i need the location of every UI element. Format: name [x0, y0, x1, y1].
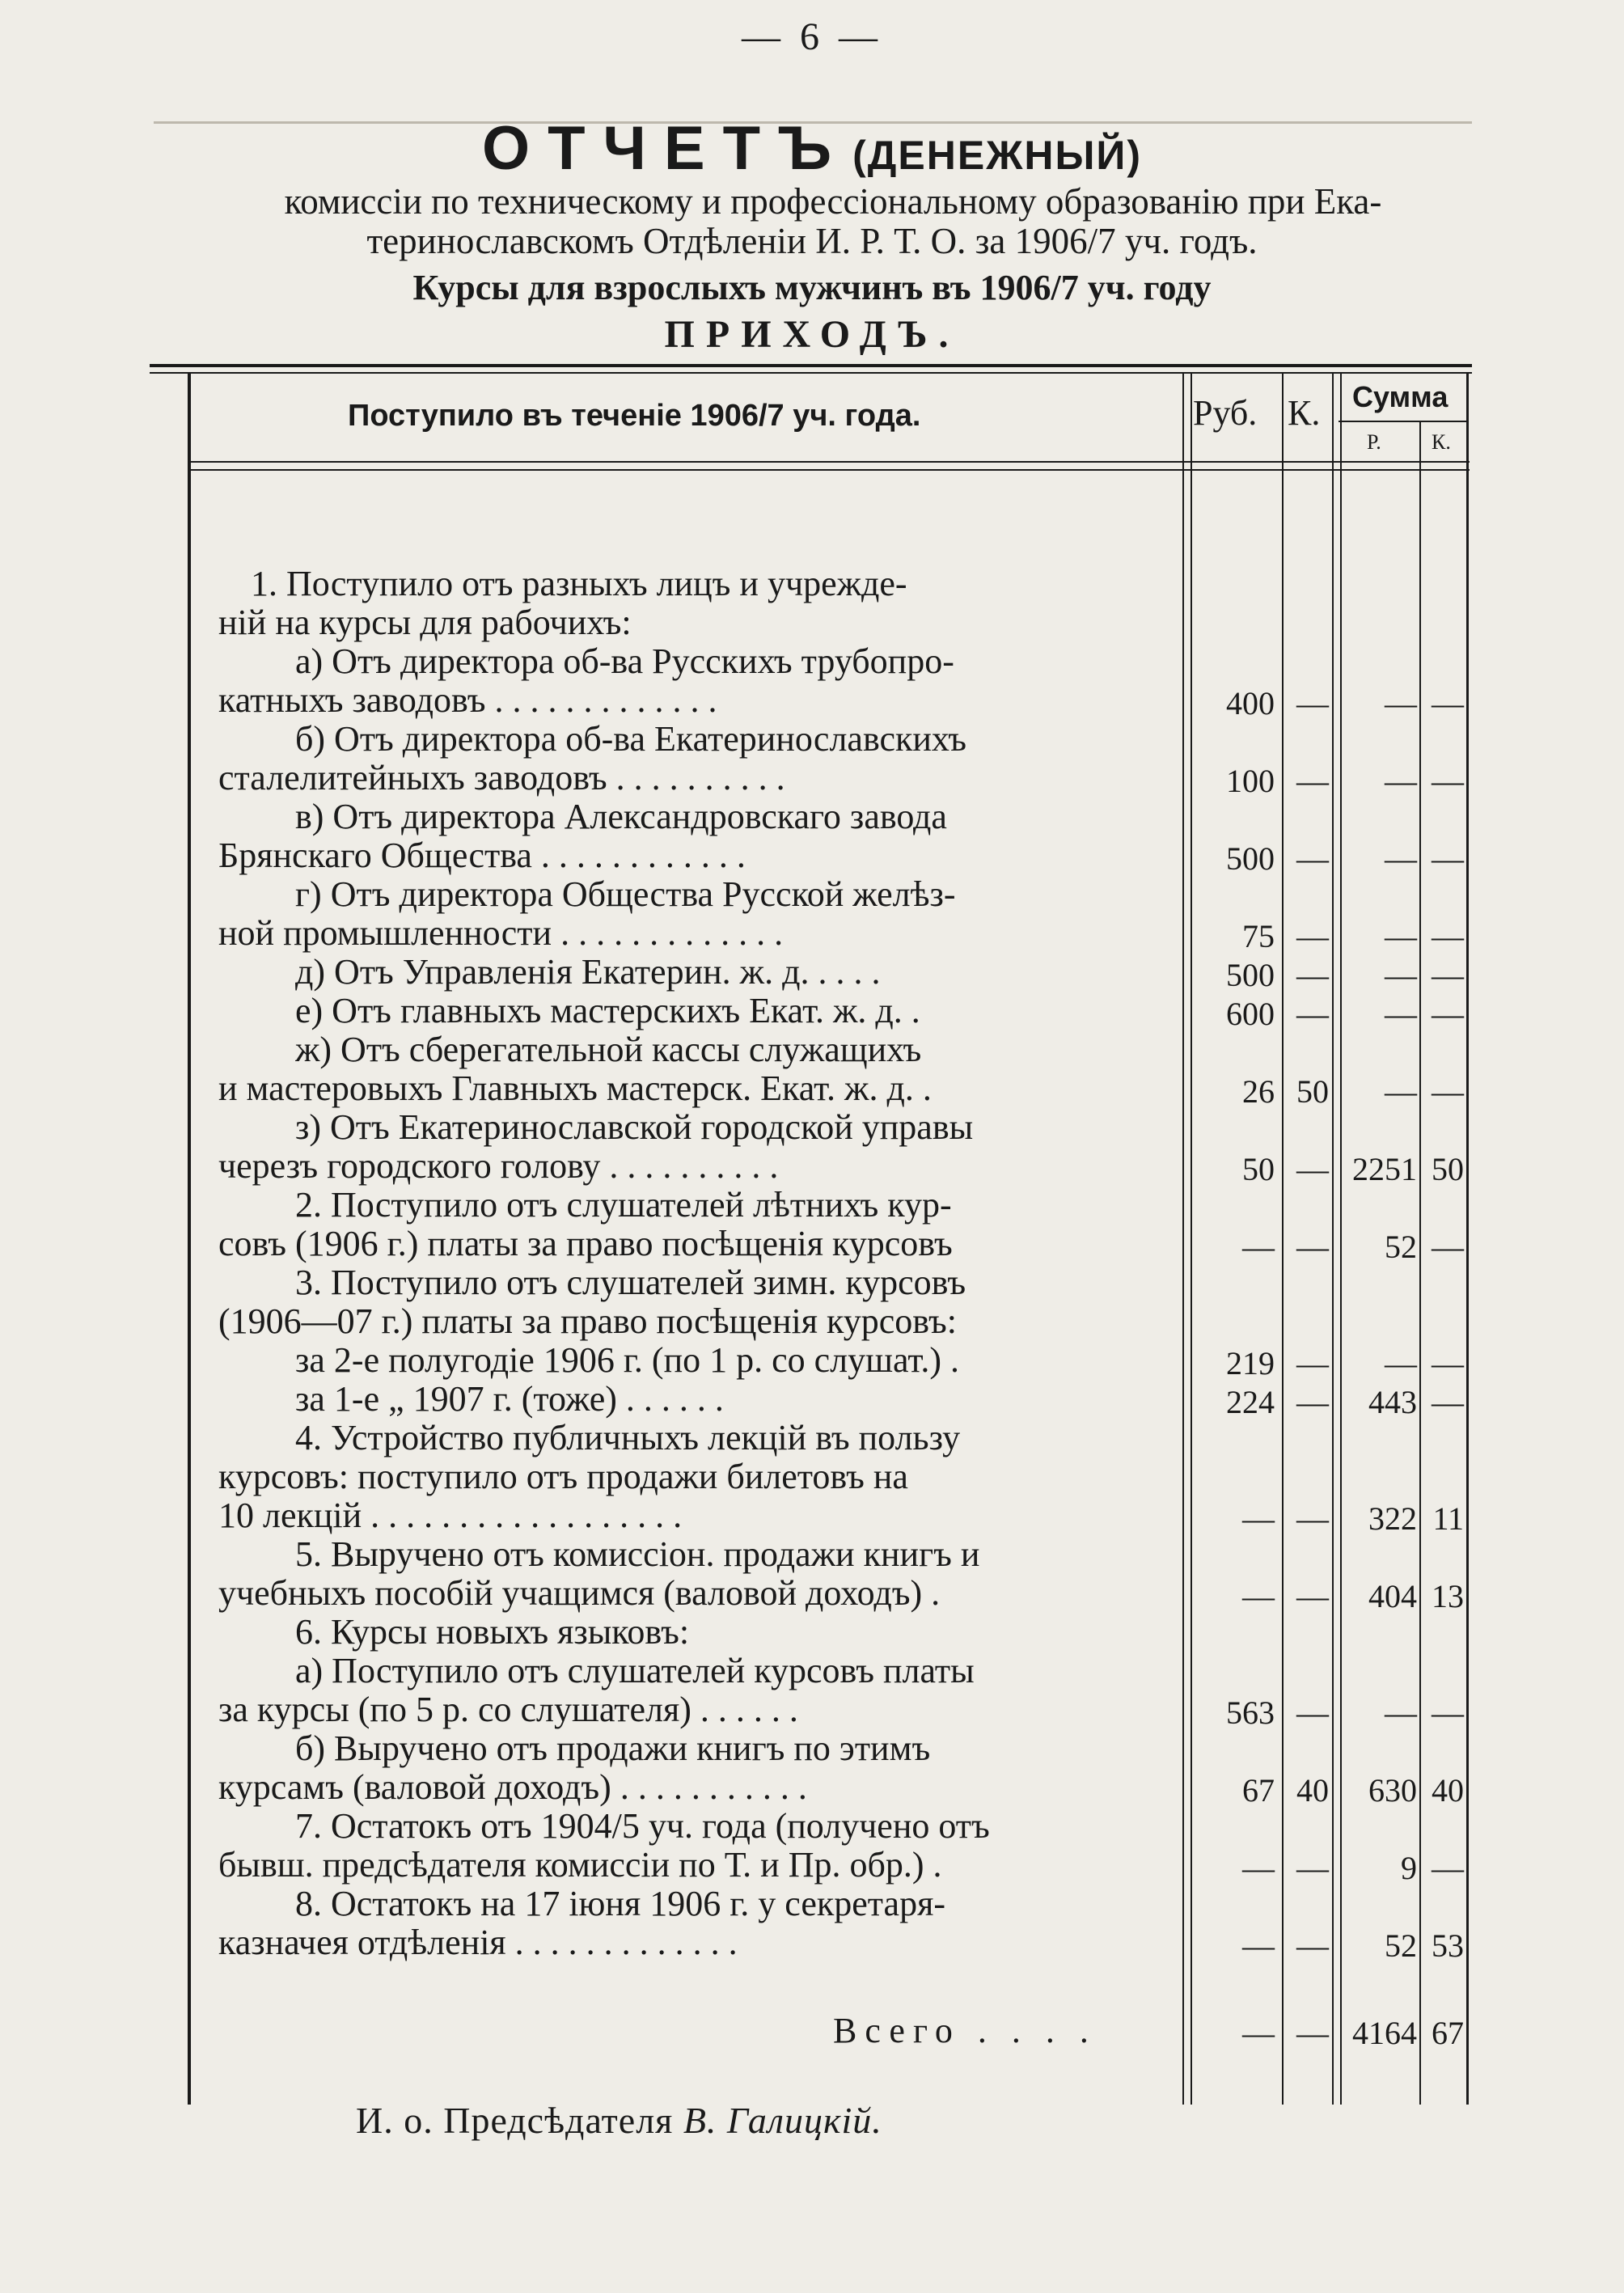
- table-row-text: в) Отъ директора Александровскаго завода: [295, 797, 947, 836]
- table-cell-skop: 53: [1432, 1927, 1464, 1964]
- table-row-text: и мастеровыхъ Главныхъ мастерск. Екат. ж. д. .: [218, 1069, 932, 1108]
- table-cell-kop: —: [1296, 957, 1329, 993]
- table-cell-srub: 404: [1368, 1578, 1417, 1614]
- table-row-text: черезъ городского голову . . . . . . . . . .: [218, 1147, 779, 1186]
- table-cell-skop: —: [1432, 1229, 1464, 1265]
- table-row-text: е) Отъ главныхъ мастерскихъ Екат. ж. д. .: [295, 992, 920, 1030]
- table-cell-rub: 563: [1226, 1694, 1275, 1731]
- column-divider-sum-a: [1332, 374, 1334, 2105]
- table-cell-skop: —: [1432, 996, 1464, 1032]
- table-cell-rub: 67: [1242, 1772, 1275, 1809]
- table-cell-rub: 400: [1226, 685, 1275, 721]
- column-divider-rub-a: [1182, 374, 1184, 2105]
- total-label: Всего . . . .: [833, 2012, 1097, 2050]
- header-sum: Сумма: [1352, 380, 1448, 413]
- table-cell-srub: 9: [1401, 1850, 1417, 1886]
- header-sum-rub: Р.: [1367, 430, 1381, 454]
- table-cell-srub: 322: [1368, 1500, 1417, 1537]
- table-cell-kop: 50: [1296, 1073, 1329, 1110]
- table-cell-rub: 26: [1242, 1073, 1275, 1110]
- table-cell-kop: —: [1296, 1850, 1329, 1886]
- table-cell-srub: —: [1385, 996, 1417, 1032]
- column-divider-sum-b: [1340, 374, 1342, 2105]
- signature: [356, 2099, 882, 2142]
- table-cell-kop: —: [1296, 1927, 1329, 1964]
- table-row-text: б) Отъ директора об-ва Екатеринославскихъ: [295, 720, 966, 759]
- table-row-text: а) Отъ директора об-ва Русскихъ трубопро-: [295, 642, 954, 681]
- table-cell-skop: —: [1432, 1073, 1464, 1110]
- table-cell-rub: —: [1242, 1578, 1275, 1614]
- table-row-text: з) Отъ Екатеринославской городской управы: [295, 1108, 974, 1147]
- header-sum-kop: К.: [1432, 430, 1451, 454]
- table-cell-srub: 443: [1368, 1384, 1417, 1420]
- table-cell-rub: 100: [1226, 763, 1275, 799]
- title-suffix: (ДЕНЕЖНЫЙ): [852, 133, 1143, 178]
- table-cell-kop: —: [1296, 918, 1329, 954]
- table-cell-kop: —: [1296, 1151, 1329, 1187]
- table-cell-kop: 40: [1296, 1772, 1329, 1809]
- table-cell-kop: —: [1296, 1500, 1329, 1537]
- table-row-text: г) Отъ директора Общества Русской желѣз-: [295, 875, 956, 914]
- table-cell-srub: 52: [1385, 1927, 1417, 1964]
- table-cell-skop: —: [1432, 1694, 1464, 1731]
- table-cell-srub: —: [1385, 840, 1417, 877]
- table-cell-skop: —: [1432, 685, 1464, 721]
- table-cell-skop: —: [1432, 763, 1464, 799]
- table-row-text: 6. Курсы новыхъ языковъ:: [295, 1613, 690, 1652]
- table-cell-rub: —: [1242, 1927, 1275, 1964]
- table-row-text: 10 лекцій . . . . . . . . . . . . . . . . . .: [218, 1496, 683, 1535]
- signature-name: В. Галицкій.: [683, 2100, 882, 2141]
- table-top-rule-2: [150, 372, 1472, 374]
- table-cell-srub: —: [1385, 763, 1417, 799]
- table-row-text: ной промышленности . . . . . . . . . . . . .: [218, 914, 784, 953]
- table-row-text: 7. Остатокъ отъ 1904/5 уч. года (получено отъ: [295, 1807, 990, 1846]
- report-title: [0, 113, 1624, 184]
- table-row-text: за курсы (по 5 р. со слушателя) . . . . . .: [218, 1690, 798, 1729]
- total-sum-kop: 67: [1432, 2015, 1464, 2051]
- table-row-text: ній на курсы для рабочихъ:: [218, 603, 632, 642]
- table-row-text: 5. Выручено отъ комиссіон. продажи книгъ и: [295, 1535, 980, 1574]
- column-divider-sum-kop: [1419, 422, 1421, 2105]
- table-cell-kop: —: [1296, 685, 1329, 721]
- table-row-text: курсамъ (валовой доходъ) . . . . . . . . . . .: [218, 1768, 807, 1807]
- subtitle-line-1: комиссіи по техническому и профессіональному образованію при Ека-: [284, 181, 1382, 222]
- header-kop: К.: [1288, 393, 1321, 433]
- table-cell-srub: 630: [1368, 1772, 1417, 1809]
- table-cell-skop: —: [1432, 840, 1464, 877]
- table-cell-kop: —: [1296, 1229, 1329, 1265]
- table-cell-skop: 40: [1432, 1772, 1464, 1809]
- table-cell-srub: —: [1385, 1345, 1417, 1381]
- table-row-text: 8. Остатокъ на 17 іюня 1906 г. у секретаря-: [295, 1885, 945, 1923]
- table-row-text: Брянскаго Общества . . . . . . . . . . . .: [218, 836, 746, 875]
- total-rub: —: [1242, 2015, 1275, 2051]
- table-cell-rub: 50: [1242, 1151, 1275, 1187]
- table-cell-rub: 75: [1242, 918, 1275, 954]
- table-cell-rub: 219: [1226, 1345, 1275, 1381]
- table-cell-rub: 600: [1226, 996, 1275, 1032]
- column-divider-kop: [1282, 374, 1284, 2105]
- header-description: Поступило въ теченіе 1906/7 уч. года.: [348, 399, 921, 433]
- courses-heading: Курсы для взрослыхъ мужчинъ въ 1906/7 уч. году: [412, 268, 1212, 307]
- table-cell-srub: —: [1385, 918, 1417, 954]
- table-header-rule-2: [188, 469, 1470, 471]
- table-cell-kop: —: [1296, 996, 1329, 1032]
- table-row-text: казначея отдѣленія . . . . . . . . . . . . .: [218, 1923, 738, 1962]
- table-cell-skop: 13: [1432, 1578, 1464, 1614]
- table-top-rule: [150, 364, 1472, 367]
- table-row-text: за 1-е „ 1907 г. (тоже) . . . . . .: [295, 1380, 724, 1419]
- table-row-text: 4. Устройство публичныхъ лекцій въ пользу: [295, 1419, 961, 1457]
- table-cell-rub: —: [1242, 1850, 1275, 1886]
- table-cell-srub: 52: [1385, 1229, 1417, 1265]
- table-row-text: б) Выручено отъ продажи книгъ по этимъ: [295, 1729, 931, 1768]
- table-row-text: д) Отъ Управленія Екатерин. ж. д. . . . .: [295, 953, 881, 992]
- table-cell-kop: —: [1296, 1578, 1329, 1614]
- table-cell-skop: 11: [1432, 1500, 1464, 1537]
- table-row-text: катныхъ заводовъ . . . . . . . . . . . . .: [218, 681, 717, 720]
- table-cell-rub: 500: [1226, 957, 1275, 993]
- table-row-text: 1. Поступило отъ разныхъ лицъ и учрежде-: [251, 565, 907, 603]
- table-left-border: [188, 374, 191, 2105]
- column-divider-rub-b: [1191, 374, 1192, 2105]
- table-cell-kop: —: [1296, 763, 1329, 799]
- title-main: ОТЧЕТЪ: [481, 114, 850, 183]
- table-cell-srub: —: [1385, 957, 1417, 993]
- table-header-rule: [188, 461, 1470, 463]
- table-cell-kop: —: [1296, 840, 1329, 877]
- table-row-text: курсовъ: поступило отъ продажи билетовъ на: [218, 1457, 908, 1496]
- table-row-text: 3. Поступило отъ слушателей зимн. курсовъ: [295, 1263, 966, 1302]
- total-kop: —: [1296, 2015, 1329, 2051]
- table-row-text: ж) Отъ сберегательной кассы служащихъ: [295, 1030, 922, 1069]
- signature-prefix: И. о. Предсѣдателя: [356, 2100, 674, 2141]
- table-cell-skop: —: [1432, 918, 1464, 954]
- table-row-text: бывш. предсѣдателя комиссіи по Т. и Пр. обр.) .: [218, 1846, 942, 1885]
- table-cell-srub: —: [1385, 1694, 1417, 1731]
- table-row-text: учебныхъ пособій учащимся (валовой доходъ) .: [218, 1574, 941, 1613]
- table-cell-rub: —: [1242, 1229, 1275, 1265]
- table-cell-skop: —: [1432, 1345, 1464, 1381]
- table-cell-skop: —: [1432, 957, 1464, 993]
- sum-subheader-rule: [1339, 421, 1468, 422]
- table-right-border: [1466, 374, 1469, 2105]
- table-row-text: а) Поступило отъ слушателей курсовъ платы: [295, 1652, 975, 1690]
- section-heading: ПРИХОДЪ.: [664, 313, 960, 356]
- table-cell-kop: —: [1296, 1694, 1329, 1731]
- table-cell-skop: —: [1432, 1850, 1464, 1886]
- page-number: — 6 —: [742, 15, 882, 58]
- table-cell-srub: 2251: [1352, 1151, 1417, 1187]
- table-cell-rub: —: [1242, 1500, 1275, 1537]
- table-cell-kop: —: [1296, 1345, 1329, 1381]
- table-row-text: сталелитейныхъ заводовъ . . . . . . . . . .: [218, 759, 785, 797]
- table-row-text: совъ (1906 г.) платы за право посѣщенія курсовъ: [218, 1225, 953, 1263]
- total-sum-rub: 4164: [1352, 2015, 1417, 2051]
- table-cell-srub: —: [1385, 1073, 1417, 1110]
- table-cell-rub: 224: [1226, 1384, 1275, 1420]
- subtitle-line-2: теринославскомъ Отдѣленіи И. Р. Т. О. за 1906/7 уч. годъ.: [366, 221, 1258, 261]
- header-rub: Руб.: [1193, 393, 1258, 433]
- table-row-text: за 2-е полугодіе 1906 г. (по 1 р. со слушат.) .: [295, 1341, 959, 1380]
- table-cell-srub: —: [1385, 685, 1417, 721]
- table-cell-skop: 50: [1432, 1151, 1464, 1187]
- table-cell-kop: —: [1296, 1384, 1329, 1420]
- table-cell-rub: 500: [1226, 840, 1275, 877]
- table-row-text: 2. Поступило отъ слушателей лѣтнихъ кур-: [295, 1186, 952, 1225]
- table-row-text: (1906—07 г.) платы за право посѣщенія курсовъ:: [218, 1302, 957, 1341]
- table-cell-skop: —: [1432, 1384, 1464, 1420]
